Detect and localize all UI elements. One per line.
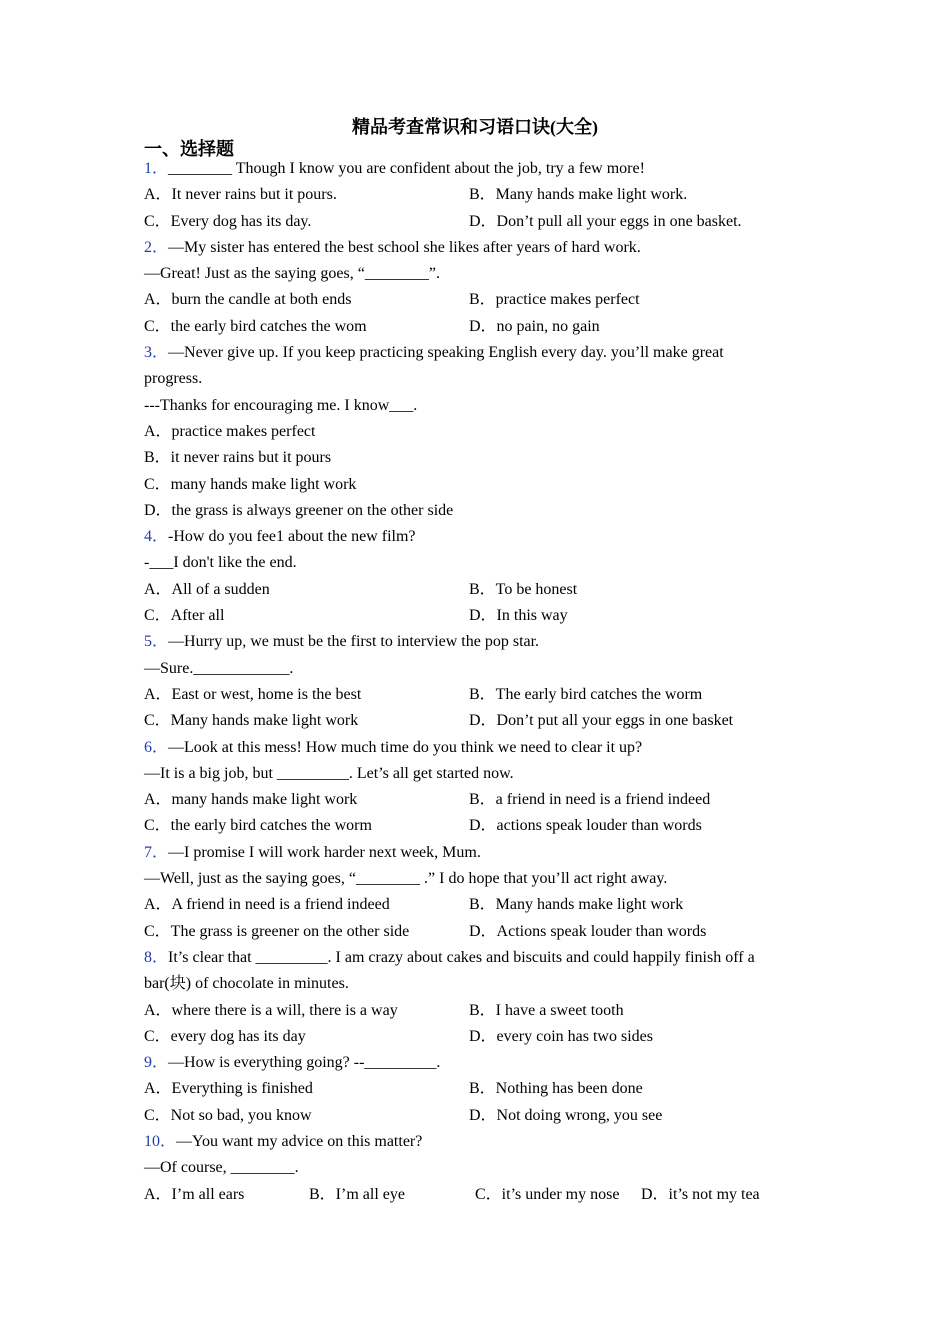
option-row — [144, 892, 794, 918]
question-text: It’s clear that _________. I am crazy about cakes and biscuits and could happily finish off a — [168, 948, 755, 966]
answer-option: B．I have a sweet tooth — [469, 1001, 624, 1019]
question-stem-line — [144, 261, 794, 287]
answer-option: D．In this way — [469, 607, 568, 625]
question-7 — [144, 840, 794, 945]
question-stem-line — [144, 235, 794, 261]
question-stem-line — [144, 156, 794, 182]
question-stem-line — [144, 366, 794, 392]
answer-option: C．every dog has its day — [144, 1027, 306, 1045]
option-row — [144, 445, 794, 471]
option-row — [144, 998, 794, 1024]
question-text: ________ Though I know you are confident about the job, try a few more! — [168, 160, 645, 177]
question-stem-line — [144, 1050, 794, 1076]
answer-option: C．Many hands make light work — [144, 712, 359, 730]
answer-option: A．Everything is finished — [144, 1080, 313, 1098]
answer-option: A．It never rains but it pours. — [144, 186, 337, 204]
option-row — [144, 919, 794, 945]
question-stem-line — [144, 761, 794, 787]
question-number: 4． — [144, 528, 169, 546]
section-heading: 一、选择题 — [144, 139, 234, 159]
question-text: —Of course, ________. — [144, 1159, 299, 1177]
question-stem-line — [144, 1129, 794, 1155]
answer-option: B．Many hands make light work. — [469, 186, 688, 204]
answer-option: D．Not doing wrong, you see — [469, 1106, 663, 1124]
option-row — [144, 209, 794, 235]
answer-option: D．actions speak louder than words — [469, 817, 702, 835]
answer-option: A．burn the candle at both ends — [144, 291, 352, 309]
option-row — [144, 419, 794, 445]
question-stem-line — [144, 735, 794, 761]
option-row — [144, 1024, 794, 1050]
question-stem-line — [144, 866, 794, 892]
answer-option: D．Actions speak louder than words — [469, 922, 707, 940]
question-text: progress. — [144, 370, 203, 388]
question-text: ---Thanks for encouraging me. I know___. — [144, 396, 418, 414]
question-1 — [144, 156, 794, 235]
option-row — [144, 1182, 794, 1208]
question-number: 5． — [144, 633, 169, 651]
option-row — [144, 577, 794, 603]
question-stem-line — [144, 550, 794, 576]
answer-option: B．Nothing has been done — [469, 1080, 643, 1098]
option-row — [144, 287, 794, 313]
answer-option: C．Not so bad, you know — [144, 1106, 312, 1124]
answer-option: A．practice makes perfect — [144, 422, 316, 440]
answer-option: D．every coin has two sides — [469, 1027, 653, 1045]
option-row — [144, 314, 794, 340]
answer-option: C．many hands make light work — [144, 475, 357, 493]
question-stem-line — [144, 340, 794, 366]
question-text: —Hurry up, we must be the first to interview the pop star. — [168, 633, 540, 651]
option-row — [144, 498, 794, 524]
document-title: 精品考查常识和习语口诀(大全) — [352, 117, 598, 137]
question-text: bar(块) of chocolate in minutes. — [144, 975, 349, 993]
answer-option: A．many hands make light work — [144, 791, 358, 809]
question-stem-line — [144, 524, 794, 550]
question-text: —I promise I will work harder next week, Mum. — [168, 843, 481, 861]
answer-option: A．A friend in need is a friend indeed — [144, 896, 390, 914]
answer-option: A．where there is a will, there is a way — [144, 1001, 398, 1019]
question-stem-line — [144, 656, 794, 682]
question-9 — [144, 1050, 794, 1129]
option-row — [144, 682, 794, 708]
answer-option: B．Many hands make light work — [469, 896, 684, 914]
option-row — [144, 182, 794, 208]
question-list — [144, 156, 794, 1208]
question-number: 1． — [144, 160, 169, 177]
answer-option: A．All of a sudden — [144, 580, 270, 598]
question-number: 2． — [144, 238, 169, 256]
question-number: 9． — [144, 1054, 169, 1072]
option-row — [144, 603, 794, 629]
answer-option: C．Every dog has its day. — [144, 212, 312, 230]
question-text: —My sister has entered the best school she likes after years of hard work. — [168, 238, 641, 256]
answer-option: D．Don’t pull all your eggs in one basket. — [469, 212, 742, 230]
question-number: 3． — [144, 344, 169, 362]
answer-option: B．I’m all eye — [309, 1185, 405, 1203]
answer-option: C．After all — [144, 607, 225, 625]
option-row — [144, 472, 794, 498]
question-stem-line — [144, 1155, 794, 1181]
question-stem-line — [144, 840, 794, 866]
answer-option: A．East or west, home is the best — [144, 685, 362, 703]
question-stem-line — [144, 945, 794, 971]
question-text: —Never give up. If you keep practicing speaking English every day. you’ll make great — [168, 344, 724, 362]
question-2 — [144, 235, 794, 340]
question-text: —It is a big job, but _________. Let’s all get started now. — [144, 764, 514, 782]
question-4 — [144, 524, 794, 629]
answer-option: D．the grass is always greener on the other side — [144, 501, 454, 519]
answer-option: B．practice makes perfect — [469, 291, 640, 309]
question-stem-line — [144, 971, 794, 997]
question-text: —You want my advice on this matter? — [176, 1132, 423, 1150]
question-stem-line — [144, 393, 794, 419]
option-row — [144, 813, 794, 839]
answer-option: B．a friend in need is a friend indeed — [469, 791, 711, 809]
answer-option: D．no pain, no gain — [469, 317, 600, 335]
question-number: 10． — [144, 1132, 177, 1150]
option-row — [144, 708, 794, 734]
question-stem-line — [144, 629, 794, 655]
option-row — [144, 787, 794, 813]
question-6 — [144, 735, 794, 840]
question-text: —Great! Just as the saying goes, “________”. — [144, 265, 440, 283]
question-text: —Sure.____________. — [144, 659, 294, 677]
question-text: —Well, just as the saying goes, “________ .” I do hope that you’ll act right away. — [144, 870, 668, 888]
question-text: —Look at this mess! How much time do you think we need to clear it up? — [168, 738, 643, 756]
question-number: 7． — [144, 843, 169, 861]
answer-option: D．it’s not my tea — [641, 1185, 760, 1203]
question-10 — [144, 1129, 794, 1208]
answer-option: B．The early bird catches the worm — [469, 685, 703, 703]
answer-option: B．it never rains but it pours — [144, 449, 332, 467]
option-row — [144, 1103, 794, 1129]
answer-option: C．the early bird catches the worm — [144, 817, 372, 835]
answer-option: B．To be honest — [469, 580, 578, 598]
answer-option: C．The grass is greener on the other side — [144, 922, 410, 940]
question-3 — [144, 340, 794, 524]
answer-option: D．Don’t put all your eggs in one basket — [469, 712, 734, 730]
option-row — [144, 1076, 794, 1102]
question-text: -How do you fee1 about the new film? — [168, 528, 416, 546]
question-8 — [144, 945, 794, 1050]
question-number: 6． — [144, 738, 169, 756]
answer-option: C．it’s under my nose — [475, 1185, 620, 1203]
question-text: -___I don't like the end. — [144, 554, 297, 572]
question-text: —How is everything going? --_________. — [168, 1054, 441, 1072]
answer-option: A．I’m all ears — [144, 1185, 245, 1203]
question-5 — [144, 629, 794, 734]
question-number: 8． — [144, 948, 169, 966]
answer-option: C．the early bird catches the wom — [144, 317, 367, 335]
